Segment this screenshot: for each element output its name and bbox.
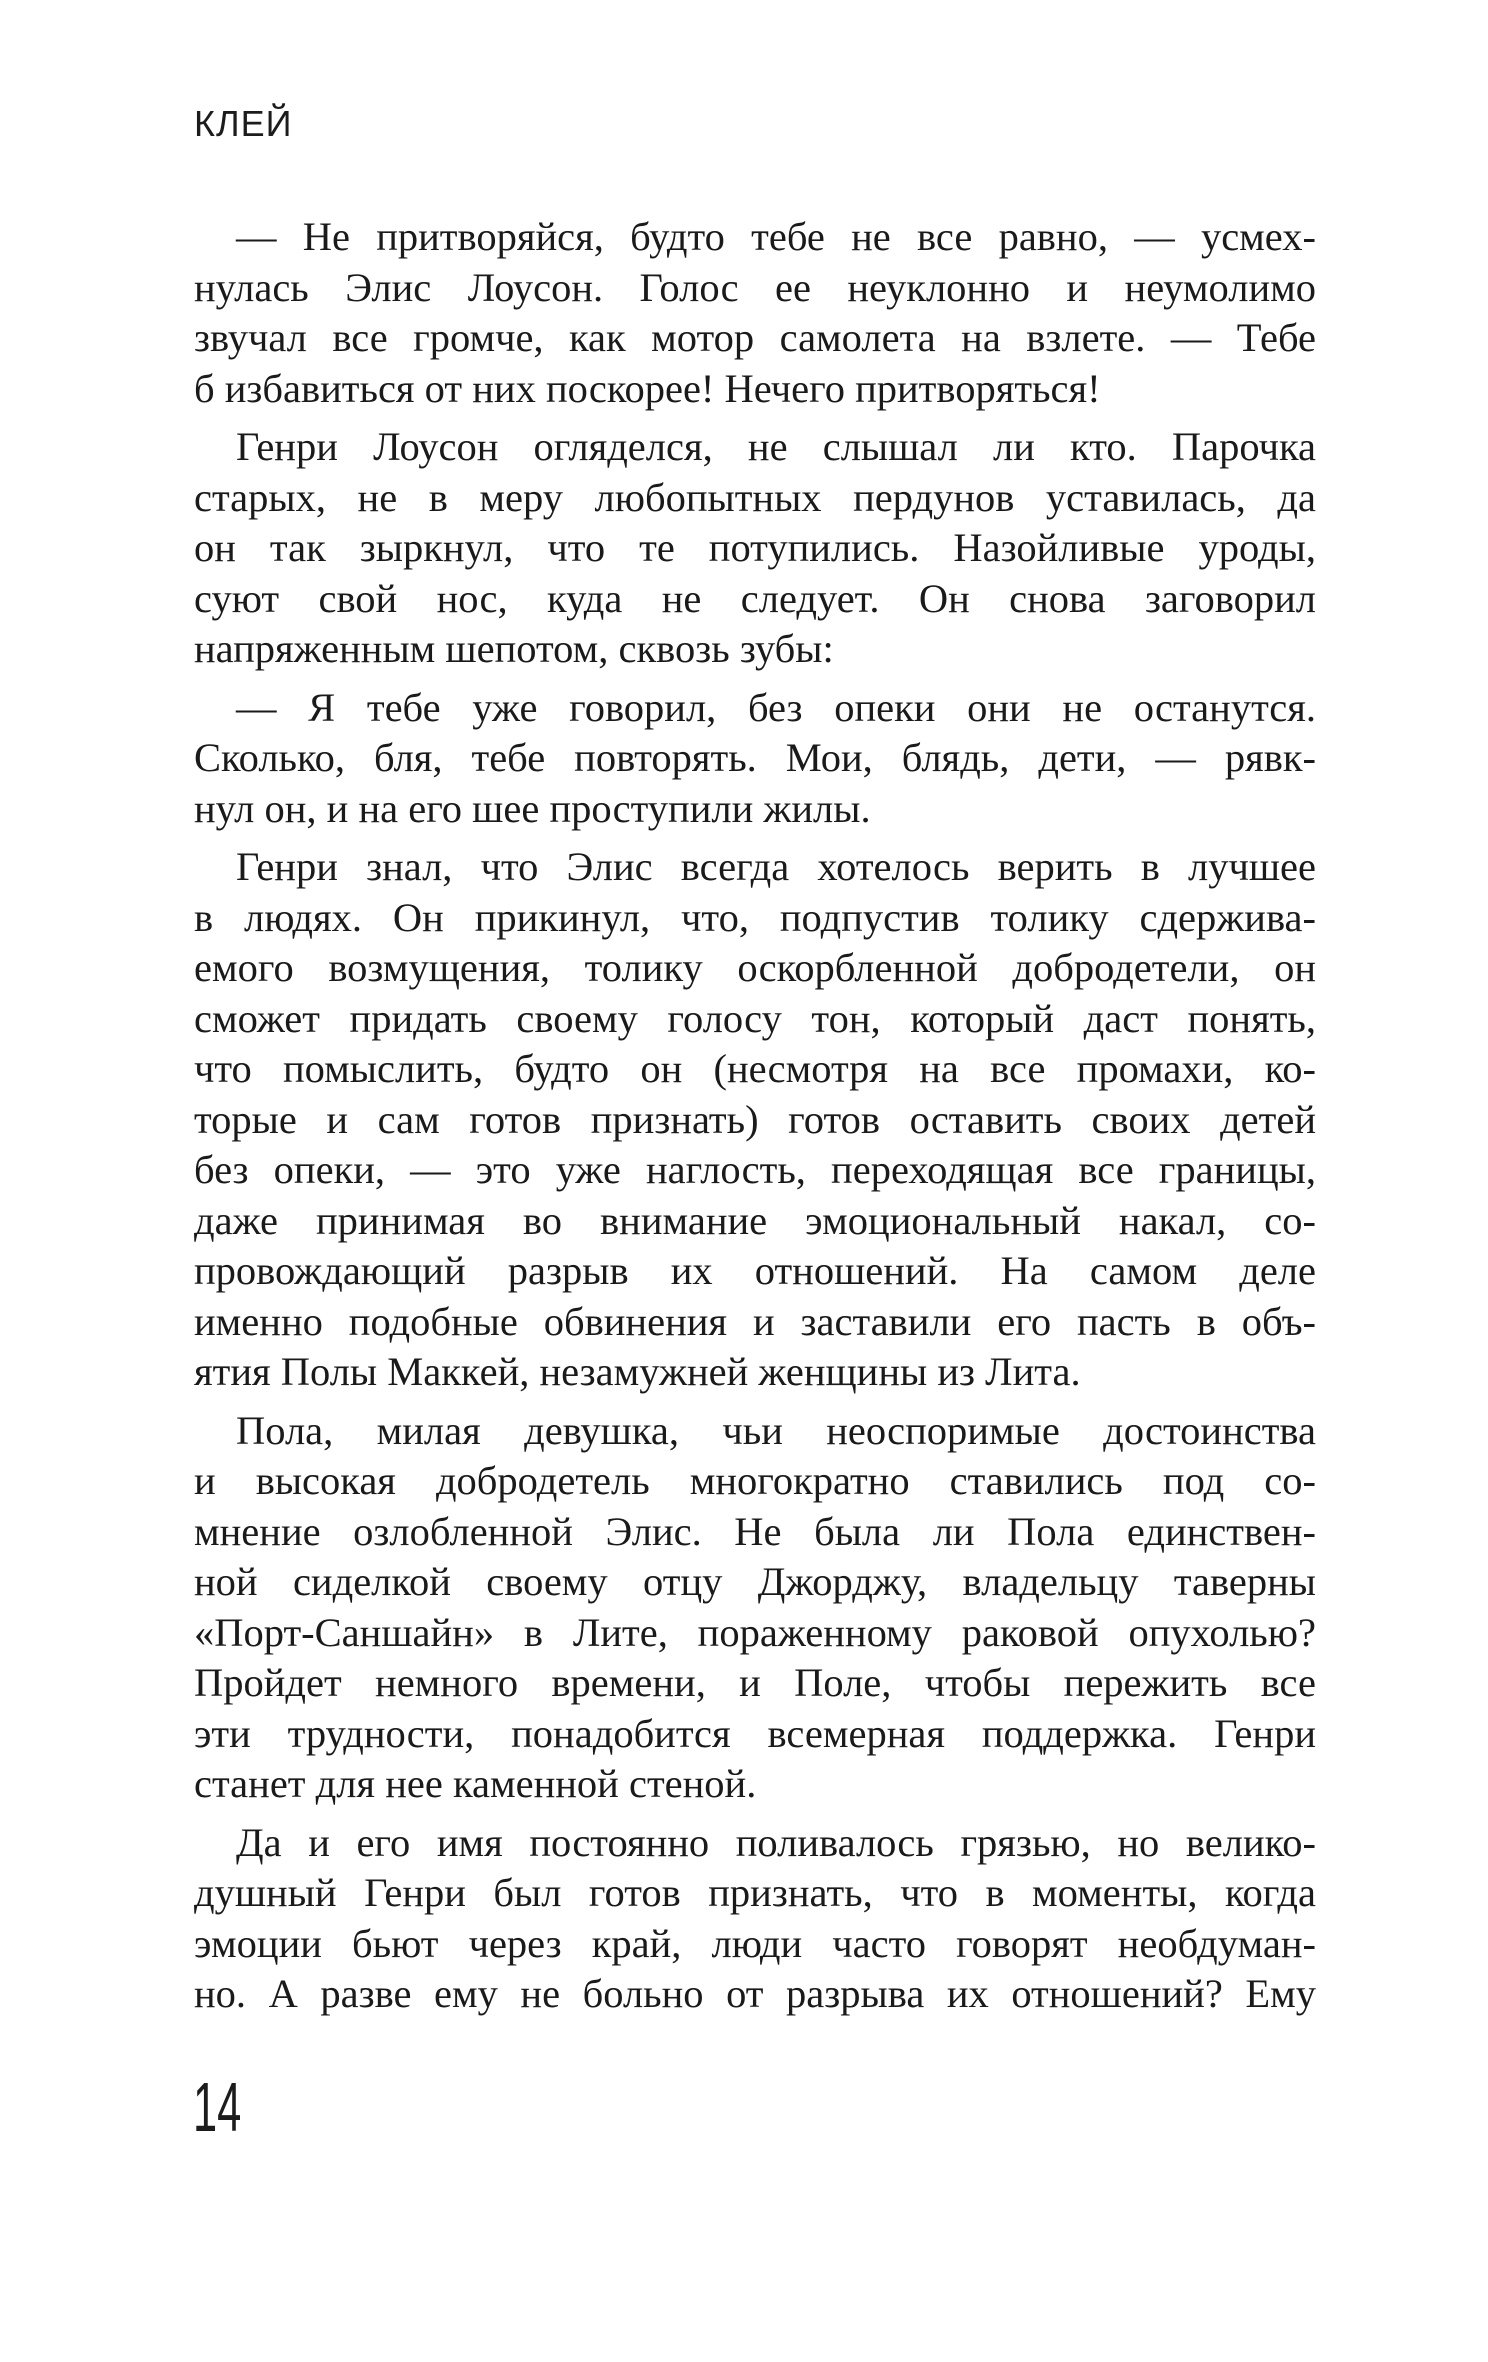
text-line: «Порт-Саншайн» в Лите, пораженному раковой опухолью? xyxy=(194,1609,1316,1655)
text-line: Пола, милая девушка, чьи неоспоримые достоинства xyxy=(236,1407,1316,1453)
text-line: что помыслить, будто он (несмотря на все промахи, ко- xyxy=(194,1046,1316,1091)
paragraph-gap xyxy=(194,675,1316,683)
paragraph-gap xyxy=(194,1810,1316,1818)
paragraph xyxy=(194,842,1316,1398)
text-line: именно подобные обвинения и заставили его пасть в объ- xyxy=(194,1298,1316,1344)
text-line: напряженным шепотом, сквозь зубы: xyxy=(194,626,834,671)
text-line: ятия Полы Маккей, незамужней женщины из Лита. xyxy=(194,1349,1081,1394)
text-line: торые и сам готов признать) готов оставить своих детей xyxy=(194,1096,1316,1142)
text-line: ной сиделкой своему отцу Джорджу, владельцу таверны xyxy=(194,1559,1316,1604)
paragraph xyxy=(194,683,1316,835)
text-line: в людях. Он прикинул, что, подпустив толику сдержива- xyxy=(194,894,1316,940)
text-line: суют свой нос, куда не следует. Он снова заговорил xyxy=(194,575,1316,621)
page-number: 14 xyxy=(193,2068,242,2146)
text-line: Да и его имя постоянно поливалось грязью, но велико- xyxy=(236,1819,1316,1865)
paragraph-gap xyxy=(194,834,1316,842)
text-line: даже принимая во внимание эмоциональный накал, со- xyxy=(194,1197,1316,1243)
text-line: станет для нее каменной стеной. xyxy=(194,1761,757,1806)
paragraph xyxy=(194,212,1316,414)
running-head: КЛЕЙ xyxy=(194,103,293,144)
text-line: звучал все громче, как мотор самолета на взлете. — Тебе xyxy=(194,315,1316,360)
text-line: емого возмущения, толику оскорбленной добродетели, он xyxy=(194,945,1316,990)
text-line: душный Генри был готов признать, что в моменты, когда xyxy=(194,1870,1316,1915)
text-line: Сколько, бля, тебе повторять. Мои, блядь, дети, — рявк- xyxy=(194,735,1316,780)
paragraph xyxy=(194,1406,1316,1810)
paragraph xyxy=(194,1818,1316,2020)
text-line: и высокая добродетель многократно ставились под со- xyxy=(194,1458,1316,1503)
text-line: старых, не в меру любопытных пердунов уставилась, да xyxy=(194,474,1316,520)
text-line: он так зыркнул, что те потупились. Назойливые уроды, xyxy=(194,525,1316,570)
text-line: нулась Элис Лоусон. Голос ее неуклонно и неумолимо xyxy=(194,264,1316,310)
text-line: но. А разве ему не больно от разрыва их отношений? Ему xyxy=(194,1971,1316,2016)
text-line: без опеки, — это уже наглость, переходящая все границы, xyxy=(194,1147,1316,1192)
text-line: эти трудности, понадобится всемерная поддержка. Генри xyxy=(194,1710,1316,1756)
text-line: Пройдет немного времени, и Поле, чтобы пережить все xyxy=(194,1660,1316,1705)
text-line: Генри знал, что Элис всегда хотелось верить в лучшее xyxy=(236,844,1316,889)
text-line: Генри Лоусон огляделся, не слышал ли кто. Парочка xyxy=(236,424,1316,469)
text-line: эмоции бьют через край, люди часто говорят необдуман- xyxy=(194,1920,1316,1966)
text-line: сможет придать своему голосу тон, который даст понять, xyxy=(194,995,1316,1041)
paragraph-gap xyxy=(194,414,1316,422)
text-line: мнение озлобленной Элис. Не была ли Пола единствен- xyxy=(194,1508,1316,1554)
text-line: нул он, и на его шее проступили жилы. xyxy=(194,785,871,831)
paragraph xyxy=(194,422,1316,675)
paragraph-gap xyxy=(194,1398,1316,1406)
body-text xyxy=(194,212,1316,2020)
text-line: провождающий разрыв их отношений. На самом деле xyxy=(194,1248,1316,1293)
text-line: — Не притворяйся, будто тебе не все равно, — усмех- xyxy=(236,214,1316,259)
text-line: — Я тебе уже говорил, без опеки они не останутся. xyxy=(236,684,1316,730)
text-line: б избавиться от них поскорее! Нечего притворяться! xyxy=(194,365,1101,411)
